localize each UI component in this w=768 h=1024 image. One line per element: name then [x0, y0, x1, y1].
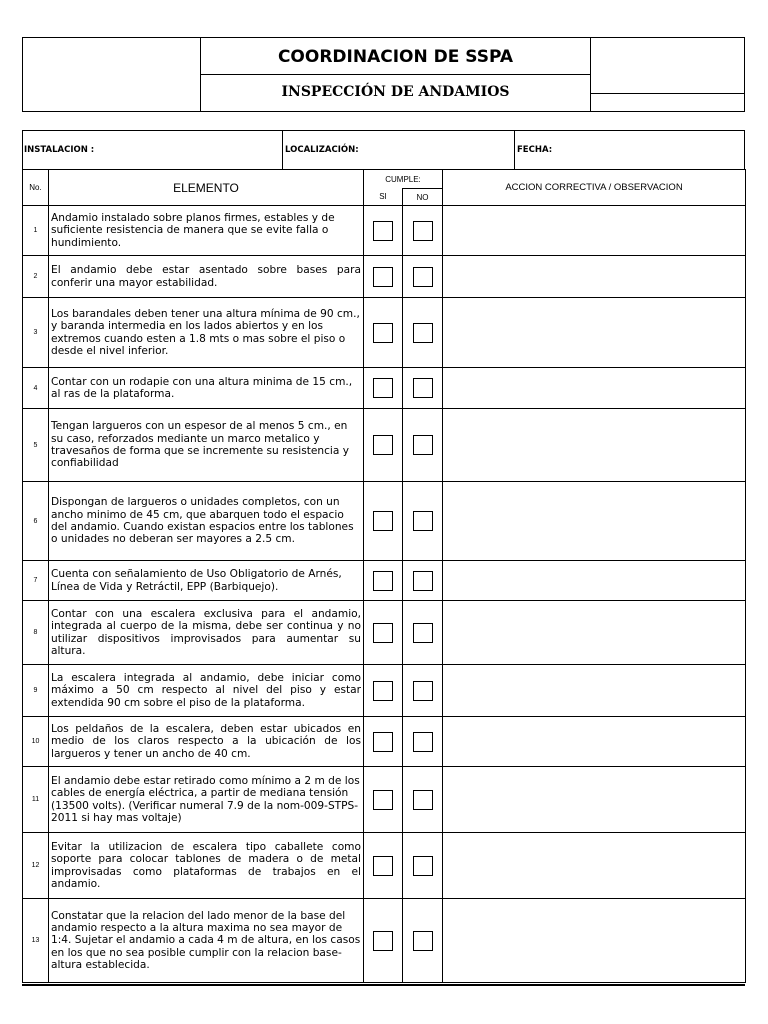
row-element-text: El andamio debe estar asentado sobre bases para conferir una mayor estabilidad. — [49, 256, 364, 298]
si-checkbox[interactable] — [373, 435, 393, 455]
si-checkbox[interactable] — [373, 931, 393, 951]
observation-cell[interactable] — [443, 717, 746, 767]
si-checkbox[interactable] — [373, 732, 393, 752]
observation-cell[interactable] — [443, 368, 746, 409]
no-checkbox[interactable] — [413, 790, 433, 810]
bottom-rule — [22, 984, 745, 986]
table-row — [23, 601, 746, 665]
no-checkbox[interactable] — [413, 267, 433, 287]
no-checkbox[interactable] — [413, 732, 433, 752]
table-row — [23, 833, 746, 899]
info-divider-1 — [282, 130, 283, 170]
no-checkbox[interactable] — [413, 571, 433, 591]
si-checkbox[interactable] — [373, 323, 393, 343]
col-header-si: SI — [364, 189, 403, 206]
row-element-text: Los barandales deben tener una altura mínima de 90 cm., y baranda intermedia en los lados abiertos y en los extremos cuando esten a 1.8 mts o mas sobre el piso o desde el nivel inferior. — [49, 298, 364, 368]
observation-cell[interactable] — [443, 833, 746, 899]
table-row — [23, 368, 746, 409]
si-checkbox[interactable] — [373, 267, 393, 287]
table-row — [23, 767, 746, 833]
row-number: 11 — [23, 767, 49, 833]
row-element-text: El andamio debe estar retirado como mínimo a 2 m de los cables de energía eléctrica, a partir de mediana tensión (13500 volts). (Verificar numeral 7.9 de la nom-009-STPS-2011 si hay mas voltaje) — [49, 767, 364, 833]
no-checkbox[interactable] — [413, 931, 433, 951]
row-number: 2 — [23, 256, 49, 298]
row-number: 1 — [23, 206, 49, 256]
row-number: 13 — [23, 899, 49, 983]
col-header-accion: ACCION CORRECTIVA / OBSERVACION — [443, 170, 746, 206]
row-element-text: Contar con un rodapie con una altura minima de 15 cm., al ras de la plataforma. — [49, 368, 364, 409]
header-title-divider — [201, 74, 590, 75]
localizacion-label: LOCALIZACIÓN: — [285, 145, 359, 155]
row-element-text: Evitar la utilizacion de escalera tipo caballete como soporte para colocar tablones de madera o de metal improvisadas como plataformas de trabajos en el andamio. — [49, 833, 364, 899]
table-row — [23, 717, 746, 767]
no-checkbox[interactable] — [413, 511, 433, 531]
info-divider-2 — [514, 130, 515, 170]
table-row — [23, 409, 746, 482]
si-checkbox[interactable] — [373, 571, 393, 591]
row-element-text: Contar con una escalera exclusiva para el andamio, integrada al cuerpo de la misma, debe ser continua y no utilizar dispositivos improvisados para aumentar su altura. — [49, 601, 364, 665]
no-checkbox[interactable] — [413, 378, 433, 398]
no-checkbox[interactable] — [413, 681, 433, 701]
si-checkbox[interactable] — [373, 221, 393, 241]
page-subtitle: INSPECCIÓN DE ANDAMIOS — [281, 84, 510, 100]
row-element-text: Dispongan de largueros o unidades completos, con un ancho minimo de 45 cm, que abarquen todo el espacio del andamio. Cuando existan espacios entre los tablones o unidades no deberan ser mayores a 2.5 cm. — [49, 482, 364, 561]
observation-cell[interactable] — [443, 561, 746, 601]
si-checkbox[interactable] — [373, 856, 393, 876]
row-number: 7 — [23, 561, 49, 601]
no-checkbox[interactable] — [413, 623, 433, 643]
checklist-table — [22, 169, 746, 983]
table-row — [23, 206, 746, 256]
row-number: 12 — [23, 833, 49, 899]
page-title: COORDINACION DE SSPA — [277, 47, 514, 67]
row-element-text: La escalera integrada al andamio, debe iniciar como máximo a 50 cm respecto al nivel del piso y estar extendida 90 cm sobre el piso de la plataforma. — [49, 665, 364, 717]
row-element-text: Los peldaños de la escalera, deben estar ubicados en medio de los claros respecto a la ubicación de los largueros y tener un ancho de 40 cm. — [49, 717, 364, 767]
row-number: 10 — [23, 717, 49, 767]
header-code-area — [590, 37, 745, 112]
observation-cell[interactable] — [443, 206, 746, 256]
si-checkbox[interactable] — [373, 681, 393, 701]
row-number: 9 — [23, 665, 49, 717]
observation-cell[interactable] — [443, 665, 746, 717]
observation-cell[interactable] — [443, 899, 746, 983]
observation-cell[interactable] — [443, 256, 746, 298]
table-row — [23, 561, 746, 601]
si-checkbox[interactable] — [373, 511, 393, 531]
observation-cell[interactable] — [443, 601, 746, 665]
table-row — [23, 482, 746, 561]
row-element-text: Andamio instalado sobre planos firmes, estables y de suficiente resistencia de manera que se evite falla o hundimiento. — [49, 206, 364, 256]
row-element-text: Constatar que la relacion del lado menor de la base del andamio respecto a la altura maxima no sea mayor de 1:4. Sujetar el andamio a cada 4 m de altura, en los casos en los que no sea posible cumplir con la relacion base-altura establecida. — [49, 899, 364, 983]
no-checkbox[interactable] — [413, 221, 433, 241]
col-header-no-option: NO — [403, 189, 443, 206]
row-number: 5 — [23, 409, 49, 482]
row-number: 3 — [23, 298, 49, 368]
fecha-label: FECHA: — [517, 145, 553, 155]
no-checkbox[interactable] — [413, 856, 433, 876]
observation-cell[interactable] — [443, 767, 746, 833]
row-number: 4 — [23, 368, 49, 409]
table-row — [23, 298, 746, 368]
col-header-cumple: CUMPLE: — [364, 170, 443, 189]
no-checkbox[interactable] — [413, 435, 433, 455]
header-logo-area — [22, 37, 201, 112]
row-number: 8 — [23, 601, 49, 665]
row-number: 6 — [23, 482, 49, 561]
row-element-text: Tengan largueros con un espesor de al menos 5 cm., en su caso, reforzados mediante un marco metalico y travesaños de forma que se incremente su resistencia y confiabilidad — [49, 409, 364, 482]
no-checkbox[interactable] — [413, 323, 433, 343]
col-header-no: No. — [23, 170, 49, 206]
table-row — [23, 665, 746, 717]
observation-cell[interactable] — [443, 409, 746, 482]
table-row — [23, 899, 746, 983]
si-checkbox[interactable] — [373, 623, 393, 643]
table-row — [23, 256, 746, 298]
si-checkbox[interactable] — [373, 790, 393, 810]
observation-cell[interactable] — [443, 298, 746, 368]
header-code-divider — [590, 93, 745, 94]
si-checkbox[interactable] — [373, 378, 393, 398]
col-header-elemento: ELEMENTO — [49, 170, 364, 206]
observation-cell[interactable] — [443, 482, 746, 561]
instalacion-label: INSTALACION : — [24, 145, 95, 155]
row-element-text: Cuenta con señalamiento de Uso Obligatorio de Arnés, Línea de Vida y Retráctil, EPP (Barbiquejo). — [49, 561, 364, 601]
